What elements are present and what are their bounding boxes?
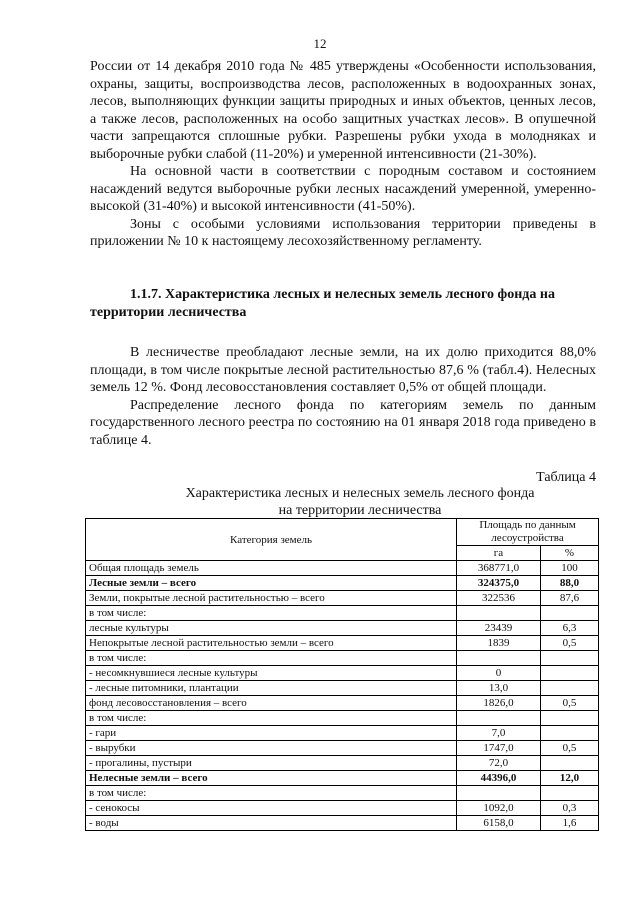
header-ha: га [457, 546, 541, 561]
cell-pct [540, 666, 598, 681]
table-title-line-1: Характеристика лесных и нелесных земель лесного фонда [185, 486, 535, 501]
table-header-row [86, 519, 599, 546]
cell-pct: 0,3 [540, 801, 598, 816]
cell-category: Непокрытые лесной растительностью земли – всего [86, 636, 457, 651]
cell-ha [457, 786, 541, 801]
table-number-label: Таблица 4 [536, 470, 596, 485]
cell-ha: 324375,0 [457, 576, 541, 591]
cell-pct: 0,5 [540, 636, 598, 651]
cell-ha: 72,0 [457, 756, 541, 771]
paragraph-3: Зоны с особыми условиями использования территории приведены в приложении № 10 к настоящему лесохозяйственному регламенту. [90, 216, 596, 249]
table-title-line-2: на территории лесничества [278, 503, 442, 518]
section-heading: 1.1.7. Характеристика лесных и нелесных земель лесного фонда на территории лесничества [90, 287, 555, 320]
intro-text-block [90, 58, 596, 251]
cell-category: - воды [86, 816, 457, 831]
cell-ha: 23439 [457, 621, 541, 636]
cell-category: в том числе: [86, 711, 457, 726]
cell-ha: 1839 [457, 636, 541, 651]
table-row [86, 681, 599, 696]
table-row [86, 771, 599, 786]
cell-category: Общая площадь земель [86, 561, 457, 576]
table-row [86, 651, 599, 666]
table-title [90, 485, 630, 519]
cell-ha: 322536 [457, 591, 541, 606]
cell-pct: 100 [540, 561, 598, 576]
cell-category: в том числе: [86, 606, 457, 621]
cell-category: Земли, покрытые лесной растительностью – всего [86, 591, 457, 606]
cell-category: - лесные питомники, плантации [86, 681, 457, 696]
cell-pct [540, 786, 598, 801]
cell-category: Лесные земли – всего [86, 576, 457, 591]
cell-ha: 7,0 [457, 726, 541, 741]
cell-ha: 1092,0 [457, 801, 541, 816]
header-category: Категория земель [86, 519, 457, 561]
cell-category: лесные культуры [86, 621, 457, 636]
cell-category: - гари [86, 726, 457, 741]
table-row [86, 576, 599, 591]
paragraph-1: России от 14 декабря 2010 года № 485 утверждены «Особенности использования, охраны, защиты, воспроизводства лесов, расположенных в водоохранных зонах, лесов, выполняющих функции защиты природных и иных объектов, ценных лесов, а также лесов, расположенных на особо защитных участках лесов». В опушечной части запрещаются сплошные рубки. Разрешены рубки ухода в молодняках и выборочные рубки слабой (11-20%) и умеренной интенсивности (21-30%). [90, 59, 596, 162]
cell-pct: 88,0 [540, 576, 598, 591]
table-row [86, 561, 599, 576]
table-row [86, 591, 599, 606]
cell-category: - сенокосы [86, 801, 457, 816]
table-row [86, 816, 599, 831]
cell-category: - несомкнувшиеся лесные культуры [86, 666, 457, 681]
cell-ha [457, 606, 541, 621]
cell-ha: 0 [457, 666, 541, 681]
cell-ha [457, 711, 541, 726]
cell-pct [540, 711, 598, 726]
table-row [86, 726, 599, 741]
header-pct: % [540, 546, 598, 561]
cell-category: - вырубки [86, 741, 457, 756]
cell-ha: 1747,0 [457, 741, 541, 756]
page-number: 12 [313, 36, 327, 51]
paragraph-2: На основной части в соответствии с породным составом и состоянием насаждений ведутся выборочные рубки лесных насаждений умеренной, умеренно-высокой (31-40%) и высокой интенсивности (41-50%). [90, 164, 596, 214]
paragraph-4: В лесничестве преобладают лесные земли, на их долю приходится 88,0% площади, в том числе покрытые лесной растительностью 87,6 % (табл.4). Нелесных земель 12 %. Фонд лесовосстановления составляет 0,5% от общей площади. [90, 345, 596, 395]
cell-pct: 87,6 [540, 591, 598, 606]
cell-pct: 6,3 [540, 621, 598, 636]
cell-pct [540, 651, 598, 666]
cell-category: фонд лесовосстановления – всего [86, 696, 457, 711]
paragraph-5: Распределение лесного фонда по категориям земель по данным государственного лесного реестра по состоянию на 01 января 2018 года приведено в таблице 4. [90, 397, 596, 448]
section-text-block [90, 344, 596, 449]
table-row [86, 801, 599, 816]
header-area: Площадь по данным лесоустройства [457, 519, 599, 546]
table-row [86, 606, 599, 621]
table-row [86, 711, 599, 726]
cell-ha: 6158,0 [457, 816, 541, 831]
cell-ha: 44396,0 [457, 771, 541, 786]
table-row [86, 621, 599, 636]
cell-pct: 12,0 [540, 771, 598, 786]
cell-ha [457, 651, 541, 666]
cell-category: в том числе: [86, 786, 457, 801]
land-categories-table [85, 518, 599, 831]
cell-pct: 1,6 [540, 816, 598, 831]
table-row [86, 666, 599, 681]
cell-pct [540, 606, 598, 621]
table-row [86, 636, 599, 651]
cell-pct: 0,5 [540, 741, 598, 756]
table-row [86, 756, 599, 771]
table-row [86, 786, 599, 801]
cell-category: Нелесные земли – всего [86, 771, 457, 786]
table-row [86, 696, 599, 711]
cell-category: - прогалины, пустыри [86, 756, 457, 771]
cell-pct [540, 726, 598, 741]
cell-pct: 0,5 [540, 696, 598, 711]
cell-pct [540, 681, 598, 696]
cell-ha: 13,0 [457, 681, 541, 696]
table-body [86, 561, 599, 831]
cell-category: в том числе: [86, 651, 457, 666]
cell-ha: 1826,0 [457, 696, 541, 711]
table-row [86, 741, 599, 756]
cell-ha: 368771,0 [457, 561, 541, 576]
cell-pct [540, 756, 598, 771]
